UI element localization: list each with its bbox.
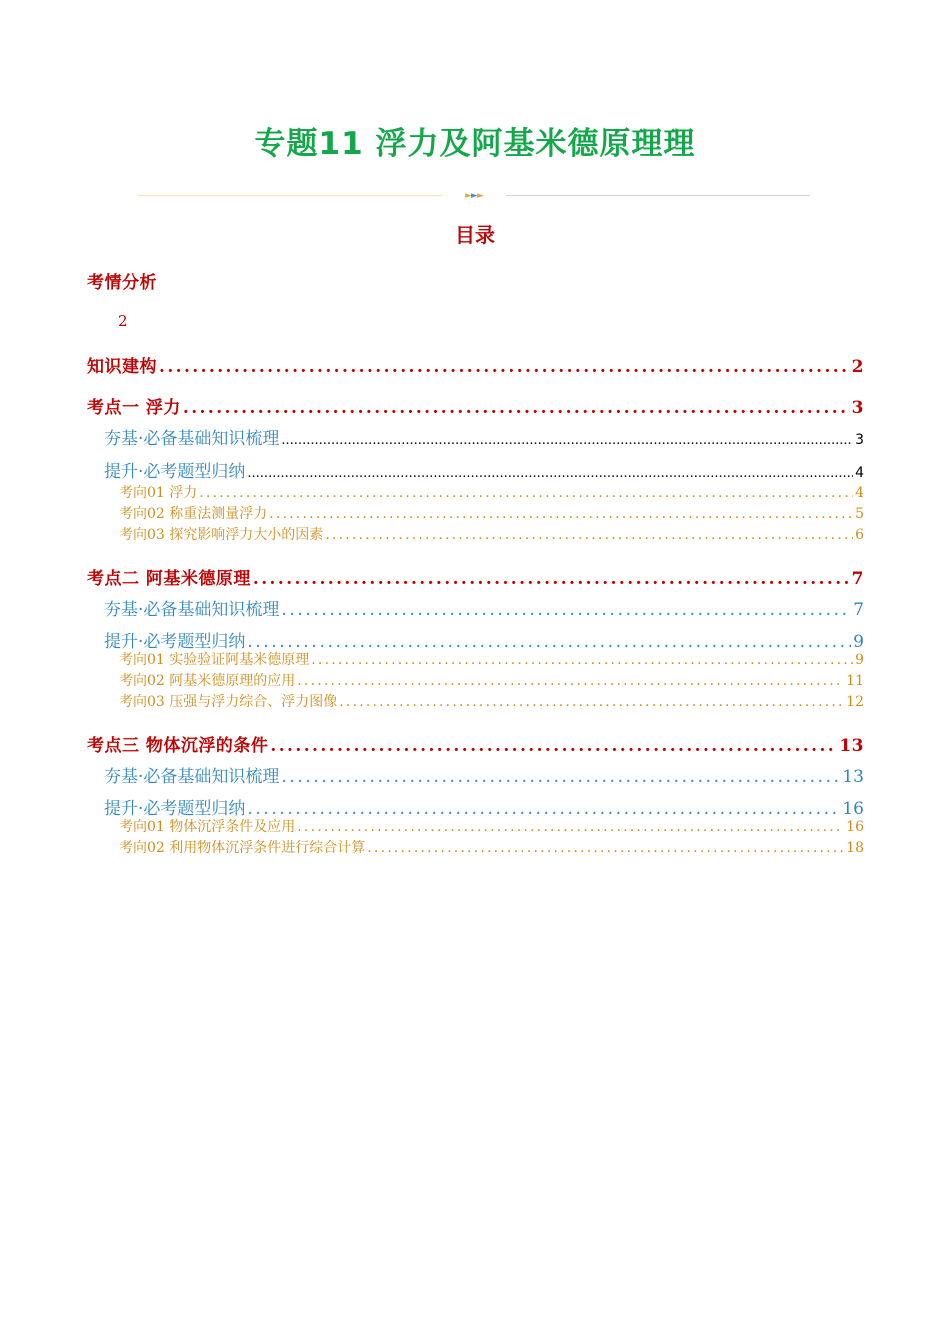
toc-leader-dots xyxy=(199,485,853,501)
toc-entry-label: 考点三 物体沉浮的条件 xyxy=(87,736,269,756)
toc-entry-label: 考点一 浮力 xyxy=(87,398,181,418)
toc-page-number: 16 xyxy=(842,799,864,819)
divider-arrows-icon: ►►► xyxy=(465,191,483,201)
toc-entry-point3-item2[interactable] xyxy=(119,837,864,857)
toc-leader-dots xyxy=(281,433,853,448)
toc-entry-analysis-page: 2 xyxy=(118,312,128,330)
toc-entry-point2-item3[interactable] xyxy=(119,691,864,711)
divider-line-left xyxy=(138,195,443,196)
toc-leader-dots xyxy=(247,466,853,481)
toc-entry-label: 夯基·必备基础知识梳理 xyxy=(104,600,280,620)
toc-entry-label: 夯基·必备基础知识梳理 xyxy=(104,429,280,449)
toc-entry-label: 考向03 压强与浮力综合、浮力图像 xyxy=(119,694,338,710)
toc-page-number: 9 xyxy=(855,652,864,668)
toc-entry-point2[interactable] xyxy=(87,564,864,589)
toc-entry-analysis[interactable] xyxy=(87,268,864,293)
toc-page-number: 7 xyxy=(853,600,864,620)
toc-entry-label: 提升·必考题型归纳 xyxy=(104,462,246,482)
toc-entry-point3-basic[interactable] xyxy=(104,762,864,787)
toc-page-number: 6 xyxy=(855,527,864,543)
toc-page-number: 13 xyxy=(839,736,864,756)
toc-entry-label: 考情分析 xyxy=(87,273,157,293)
page-title: 专题11 浮力及阿基米德原理理 xyxy=(254,126,696,162)
toc-leader-dots xyxy=(281,767,840,787)
toc-leader-dots xyxy=(325,527,853,543)
toc-page-number: 16 xyxy=(846,819,864,835)
toc-page-number: 4 xyxy=(855,485,864,501)
toc-page-number: 4 xyxy=(855,465,864,481)
toc-entry-point1-item1[interactable] xyxy=(119,482,864,502)
toc-leader-dots xyxy=(281,600,851,620)
toc-entry-label: 考向02 称重法测量浮力 xyxy=(119,506,268,522)
toc-page-number: 11 xyxy=(846,673,864,689)
toc-entry-point2-item2[interactable] xyxy=(119,670,864,690)
toc-leader-dots xyxy=(311,652,853,668)
toc-entry-label: 夯基·必备基础知识梳理 xyxy=(104,767,280,787)
toc-leader-dots xyxy=(367,840,844,856)
toc-entry-label: 考点二 阿基米德原理 xyxy=(87,569,251,589)
toc-entry-label: 考向02 阿基米德原理的应用 xyxy=(119,673,296,689)
toc-entry-point1-basic[interactable] xyxy=(104,424,864,449)
toc-entry-label: 考向01 浮力 xyxy=(119,485,198,501)
toc-entry-label: 考向01 实验验证阿基米德原理 xyxy=(119,652,310,668)
toc-heading: 目录 xyxy=(455,223,495,247)
toc-entry-label: 提升·必考题型归纳 xyxy=(104,632,246,652)
toc-page-number: 12 xyxy=(846,694,864,710)
toc-entry-point1-improve[interactable] xyxy=(104,457,864,482)
toc-page-number: 13 xyxy=(842,767,864,787)
toc-entry-point1-item2[interactable] xyxy=(119,503,864,523)
toc-page-number: 9 xyxy=(853,632,864,652)
toc-entry-label: 考向01 物体沉浮条件及应用 xyxy=(119,819,296,835)
divider-line-right xyxy=(506,195,810,196)
toc-leader-dots xyxy=(269,506,853,522)
toc-entry-label: 考向03 探究影响浮力大小的因素 xyxy=(119,527,324,543)
title-divider xyxy=(138,188,810,204)
toc-entry-point3[interactable] xyxy=(87,731,864,756)
toc-page-number: 7 xyxy=(851,569,864,589)
toc-page-number: 2 xyxy=(851,357,864,377)
toc-entry-label: 知识建构 xyxy=(87,357,157,377)
toc-leader-dots xyxy=(159,357,850,377)
toc-page-number: 3 xyxy=(851,398,864,418)
toc-leader-dots xyxy=(183,398,850,418)
toc-entry-point2-item1[interactable] xyxy=(119,649,864,669)
toc-page-number: 3 xyxy=(855,432,864,448)
toc-entry-label: 提升·必考题型归纳 xyxy=(104,799,246,819)
toc-entry-point1-item3[interactable] xyxy=(119,524,864,544)
toc-entry-point3-item1[interactable] xyxy=(119,816,864,836)
toc-page-number: 18 xyxy=(846,840,864,856)
toc-entry-point2-basic[interactable] xyxy=(104,595,864,620)
toc-leader-dots xyxy=(253,569,850,589)
toc-entry-knowledge[interactable] xyxy=(87,352,864,377)
toc-entry-point1[interactable] xyxy=(87,393,864,418)
toc-leader-dots xyxy=(297,819,844,835)
toc-leader-dots xyxy=(297,673,844,689)
toc-entry-label: 考向02 利用物体沉浮条件进行综合计算 xyxy=(119,840,366,856)
toc-leader-dots xyxy=(339,694,844,710)
toc-leader-dots xyxy=(270,736,837,756)
toc-page-number: 5 xyxy=(855,506,864,522)
